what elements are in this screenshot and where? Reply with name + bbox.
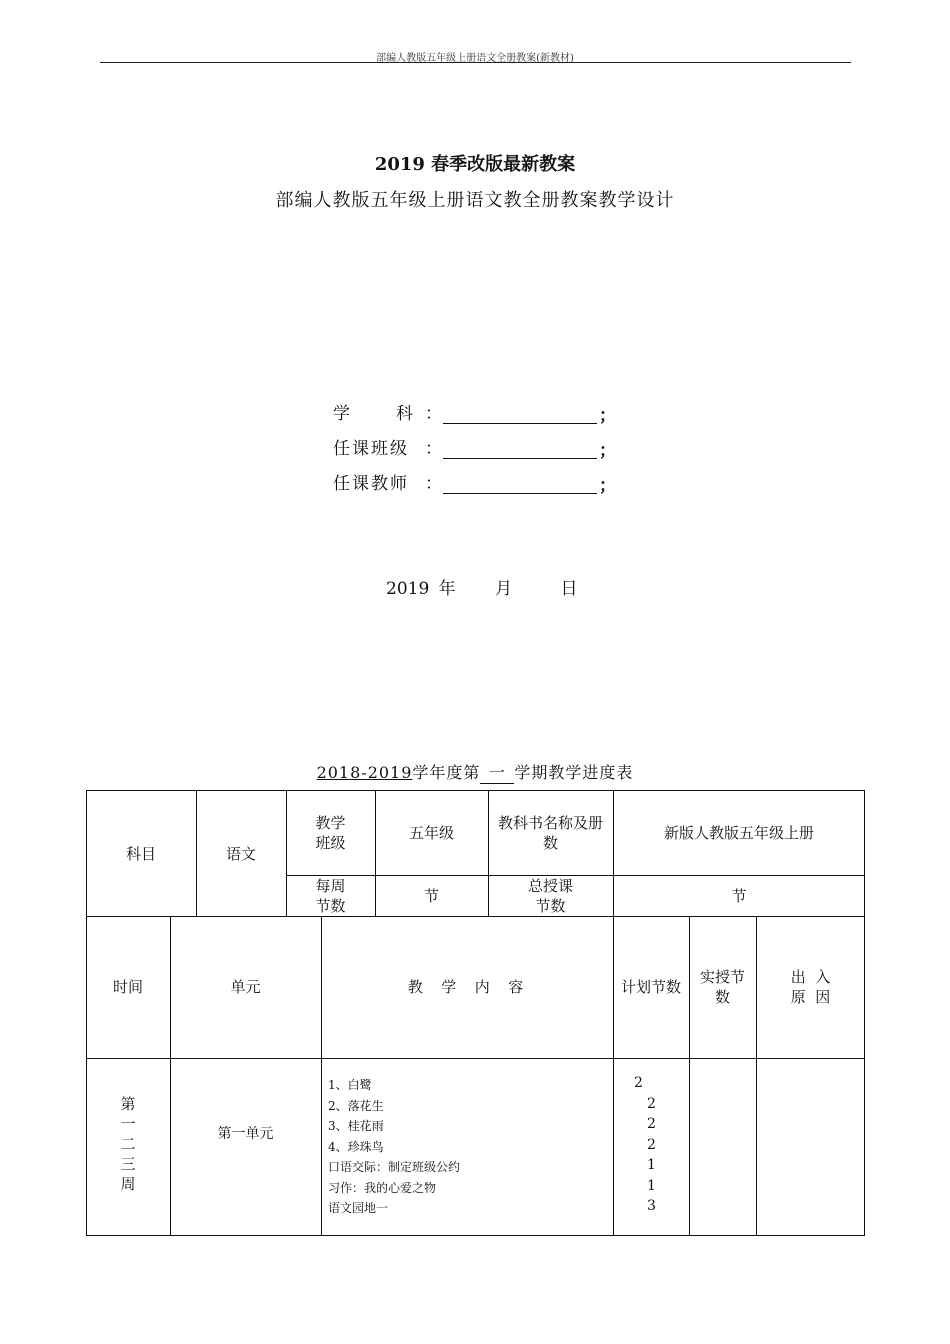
planned-value: 2 <box>647 1116 656 1132</box>
book-value: 新版人教版五年级上册 <box>663 823 814 842</box>
row-unit: 第一单元 <box>217 1126 274 1142</box>
content-item: 1、白鹭 <box>328 1078 372 1092</box>
weekly-value: 节 <box>423 887 439 905</box>
field-class-blank[interactable] <box>443 434 597 459</box>
weekly-label: 每周 节数 <box>315 877 346 915</box>
planned-list <box>634 1073 656 1217</box>
content-item: 4、珍珠鸟 <box>328 1139 384 1154</box>
field-subject-label <box>333 399 413 424</box>
col-time: 时间 <box>112 978 143 996</box>
content-item: 口语交际：制定班级公约 <box>328 1160 461 1174</box>
date-nian: 年 <box>438 579 456 599</box>
field-teacher-semi: ； <box>599 476 616 496</box>
planned-value: 3 <box>647 1198 656 1214</box>
schedule-title-year: 2018-2019 <box>316 763 413 782</box>
date-yue: 月 <box>495 579 513 599</box>
field-subject-semi: ； <box>599 406 616 426</box>
content-item: 3、桂花雨 <box>328 1119 384 1133</box>
subject-label: 科目 <box>125 844 156 863</box>
planned-value: 2 <box>634 1075 643 1091</box>
date-ri: 日 <box>560 579 578 599</box>
cover-date <box>386 574 577 599</box>
subject-value: 语文 <box>225 844 256 863</box>
col-reason: 出 入 原 因 <box>790 968 831 1006</box>
field-subject-blank[interactable] <box>443 399 597 424</box>
cover-title: 2019 春季改版最新教案 <box>374 154 576 175</box>
col-actual: 实授节 数 <box>699 968 745 1006</box>
running-header: 部编人教版五年级上册语文全册教案(新教材) <box>376 53 574 64</box>
total-value: 节 <box>731 887 747 905</box>
schedule-title <box>0 760 950 784</box>
date-year: 2019 <box>386 579 430 599</box>
book-label: 教科书名称及册 数 <box>497 813 603 852</box>
field-teacher-label: 任课教师 <box>333 474 409 494</box>
content-list <box>328 1075 460 1219</box>
schedule-title-mid: 学年度第 <box>412 763 481 782</box>
row-time: 第 一 二 三 周 <box>120 1095 136 1193</box>
col-content: 教 学 内 容 <box>407 978 527 996</box>
field-class-colon: ： <box>425 439 442 459</box>
field-class-label: 任课班级 <box>333 439 409 459</box>
field-teacher-colon: ： <box>425 474 442 494</box>
col-unit: 单元 <box>230 978 261 996</box>
field-teacher-blank[interactable] <box>443 469 597 494</box>
class-value: 五年级 <box>408 823 454 842</box>
total-label: 总授课 节数 <box>527 877 573 915</box>
schedule-title-end: 学期教学进度表 <box>514 763 634 782</box>
field-class-semi: ； <box>599 441 616 461</box>
class-label: 教学 班级 <box>315 813 346 852</box>
planned-value: 2 <box>647 1136 656 1153</box>
header-rule <box>100 62 851 63</box>
planned-value: 2 <box>647 1095 656 1112</box>
field-subject-colon: ： <box>425 404 442 424</box>
planned-value: 1 <box>647 1157 656 1173</box>
content-item: 2、落花生 <box>328 1098 384 1113</box>
cover-subtitle: 部编人教版五年级上册语文教全册教案教学设计 <box>275 190 675 211</box>
content-item: 习作：我的心爱之物 <box>328 1180 437 1195</box>
schedule-title-term: 一 <box>480 760 514 784</box>
content-item: 语文园地一 <box>328 1201 389 1215</box>
field-subject-char-1: 学 <box>333 404 350 424</box>
planned-value: 1 <box>647 1177 656 1194</box>
field-subject-char-2: 科 <box>396 404 413 424</box>
col-planned: 计划节数 <box>620 978 681 996</box>
